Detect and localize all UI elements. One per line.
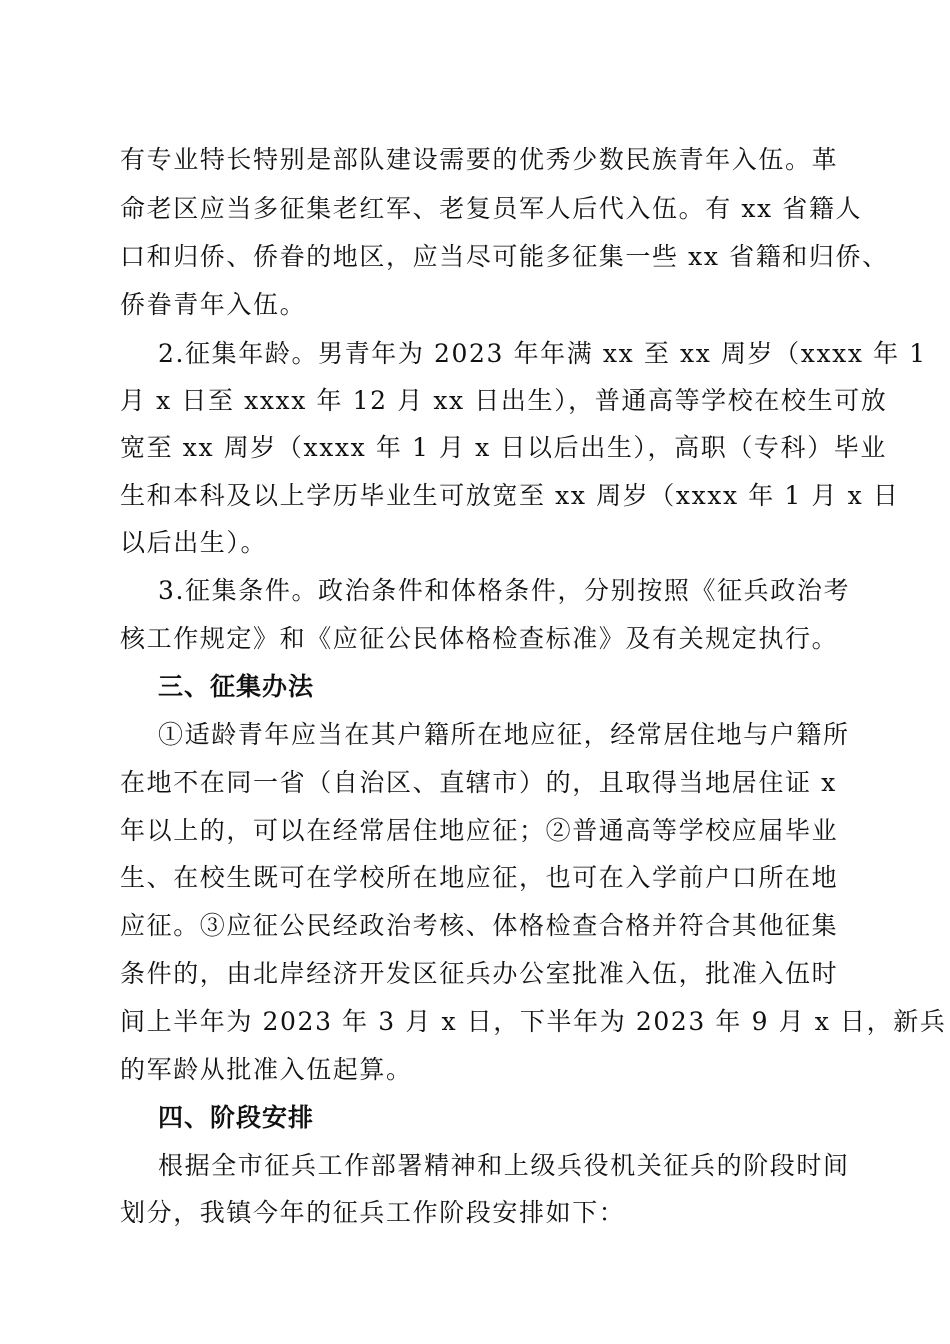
- paragraph-4-line-5: 应征。③应征公民经政治考核、体格检查合格并符合其他征集: [120, 911, 839, 940]
- paragraph-4-line-1: ①适龄青年应当在其户籍所在地应征，经常居住地与户籍所: [158, 720, 850, 749]
- paragraph-2-line-5: 以后出生）。: [120, 528, 268, 557]
- section-heading-4: 四、阶段安排: [158, 1103, 315, 1132]
- paragraph-1-line-4: 侨眷青年入伍。: [120, 290, 307, 319]
- paragraph-2-line-4: 生和本科及以上学历毕业生可放宽至 xx 周岁（xxxx 年 1 月 x 日: [120, 481, 900, 510]
- paragraph-5-line-2: 划分，我镇今年的征兵工作阶段安排如下：: [120, 1198, 626, 1227]
- section-heading-3: 三、征集办法: [158, 672, 315, 701]
- paragraph-1-line-1: 有专业特长特别是部队建设需要的优秀少数民族青年入伍。革: [120, 145, 839, 174]
- paragraph-3-line-1: 3.征集条件。政治条件和体格条件，分别按照《征兵政治考: [158, 576, 851, 605]
- paragraph-1-line-2: 命老区应当多征集老红军、老复员军人后代入伍。有 xx 省籍人: [120, 194, 863, 223]
- paragraph-4-line-6: 条件的，由北岸经济开发区征兵办公室批准入伍，批准入伍时: [120, 959, 839, 988]
- paragraph-2-line-3: 宽至 xx 周岁（xxxx 年 1 月 x 日以后出生），高职（专科）毕业: [120, 433, 887, 462]
- paragraph-4-line-3: 年以上的，可以在经常居住地应征；②普通高等学校应届毕业: [120, 816, 839, 845]
- paragraph-2-line-2: 月 x 日至 xxxx 年 12 月 xx 日出生），普通高等学校在校生可放: [120, 386, 888, 415]
- paragraph-1-line-3: 口和归侨、侨眷的地区，应当尽可能多征集一些 xx 省籍和归侨、: [120, 242, 889, 271]
- paragraph-3-line-2: 核工作规定》和《应征公民体格检查标准》及有关规定执行。: [120, 624, 839, 653]
- paragraph-2-line-1: 2.征集年龄。男青年为 2023 年年满 xx 至 xx 周岁（xxxx 年 1: [158, 339, 927, 368]
- paragraph-4-line-4: 生、在校生既可在学校所在地应征，也可在入学前户口所在地: [120, 863, 839, 892]
- paragraph-4-line-7: 间上半年为 2023 年 3 月 x 日，下半年为 2023 年 9 月 x 日，新兵: [120, 1007, 947, 1036]
- paragraph-4-line-2: 在地不在同一省（自治区、直辖市）的，且取得当地居住证 x: [120, 768, 837, 797]
- paragraph-4-line-8: 的军龄从批准入伍起算。: [120, 1055, 413, 1084]
- paragraph-5-line-1: 根据全市征兵工作部署精神和上级兵役机关征兵的阶段时间: [158, 1151, 850, 1180]
